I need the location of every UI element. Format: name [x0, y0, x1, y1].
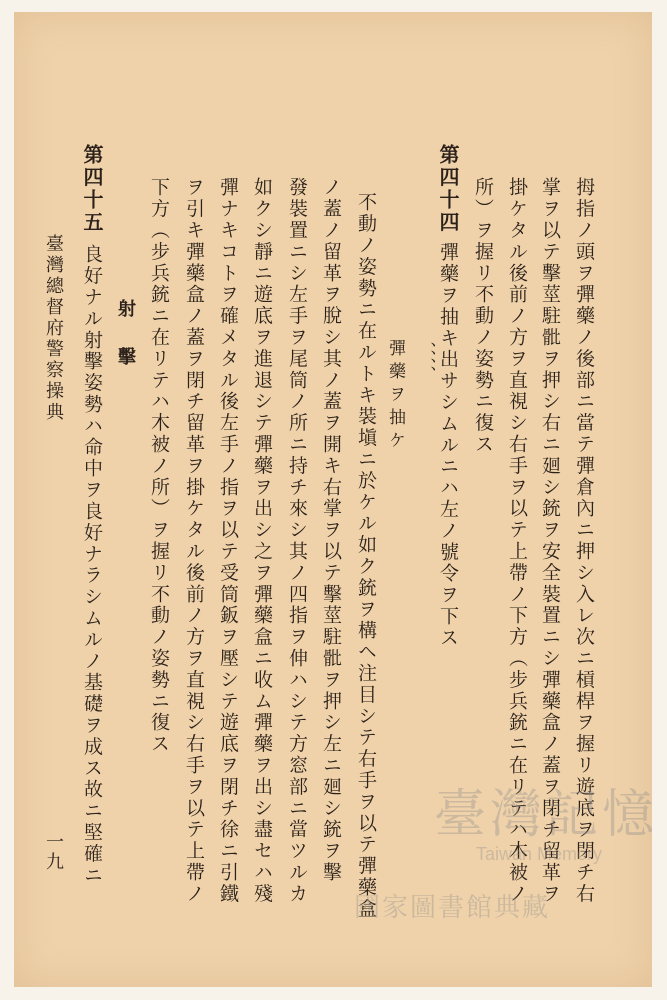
- section-45-label: 第四十五: [80, 144, 104, 234]
- text-column-6: 不動ノ姿勢ニ在ルトキ裝塡ニ於ケル如ク銃ヲ構ヘ注目シテ右手ヲ以テ彈藥盒: [355, 192, 377, 920]
- text-column-8: 發裝置ニシ左手ヲ尾筒ノ所ニ持チ來シ其ノ四指ヲ伸ハシテ方窓部ニ當ツルカ: [286, 177, 308, 905]
- text-column-12: 下方（步兵銃ニ在リテハ木被ノ所）ヲ握リ不動ノ姿勢ニ復ス: [148, 177, 170, 755]
- text-column-13: 良好ナル射擊姿勢ハ命中ヲ良好ナラシムルノ基礎ヲ成ス故ニ堅確ニ: [81, 244, 103, 886]
- text-column-1: 拇指ノ頭ヲ彈藥ノ後部ニ當テ彈倉內ニ押シ入レ次ニ槓桿ヲ握リ遊底ヲ閉チ右: [573, 177, 595, 905]
- library-watermark: [354, 772, 664, 952]
- watermark-english: Taiwan Memory: [476, 844, 603, 864]
- text-column-2: 掌ヲ以テ擊莖駐𩨨ヲ押シ右ニ廻シ銃ヲ安全裝置ニシ彈藥盒ノ蓋ヲ閉チ留革ヲ: [539, 177, 561, 905]
- text-column-10: 彈ナキコトヲ確メタル後左手ノ指ヲ以テ受筒鈑ヲ壓シテ遊底ヲ閉チ徐ニ引鐵: [217, 177, 239, 905]
- watermark-chinese: 臺灣記憶: [434, 785, 659, 845]
- text-column-5: 彈藥ヲ抽キ出サシムルニハ左ノ號令ヲ下ス: [437, 242, 459, 649]
- book-title-footer: 臺灣總督府警察操典: [43, 234, 64, 423]
- document-page: [14, 12, 659, 987]
- tick-marks: 、、、、: [418, 342, 437, 382]
- text-column-4: 所）ヲ握リ不動ノ姿勢ニ復ス: [472, 177, 494, 456]
- text-column-3: 掛ケタル後前ノ方ヲ直視シ右手ヲ以テ上帶ノ下方（步兵銃ニ在リテハ木被ノ: [506, 177, 528, 905]
- shooting-heading: 射 擊: [115, 299, 136, 371]
- text-column-9: 如クシ靜ニ遊底ヲ進退シテ彈藥ヲ出シ之ヲ彈藥盒ニ收ム彈藥ヲ出シ盡セハ殘: [251, 177, 273, 905]
- command-heading: 彈藥ヲ抽ケ: [385, 339, 405, 454]
- watermark-library: 國家圖書館典藏: [354, 893, 551, 923]
- text-column-7: ノ蓋ノ留革ヲ脫シ其ノ蓋ヲ開キ右掌ヲ以テ擊莖駐𩨨ヲ押シ左ニ廻シ銃ヲ擊: [320, 177, 342, 884]
- text-column-11: ヲ引キ彈藥盒ノ蓋ヲ閉チ留革ヲ掛ケタル後前ノ方ヲ直視シ右手ヲ以テ上帶ノ: [183, 177, 205, 905]
- section-44-label: 第四十四: [436, 144, 460, 234]
- page-number: 一九: [43, 832, 64, 873]
